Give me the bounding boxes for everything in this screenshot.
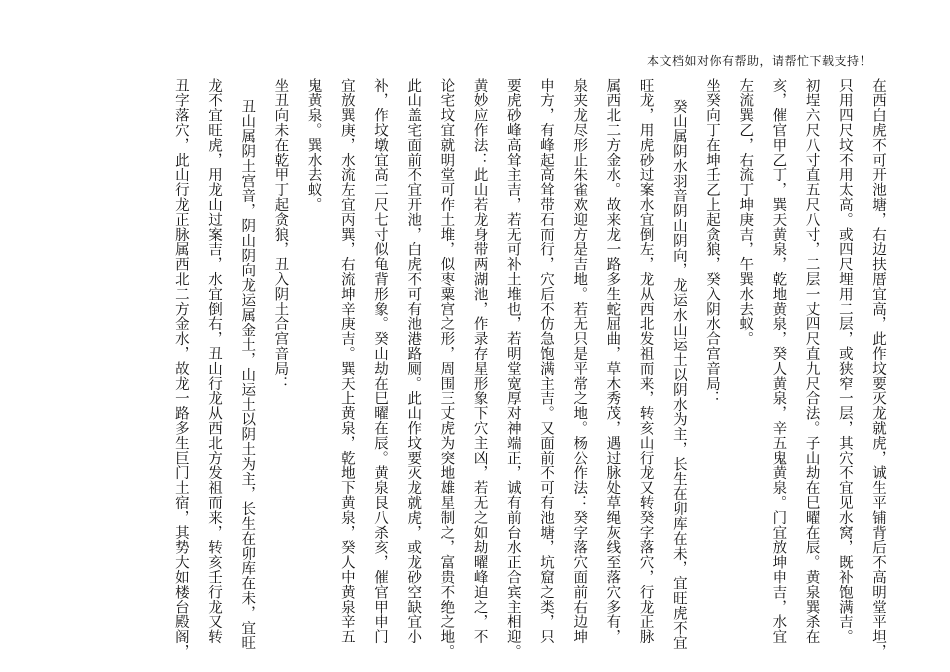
text-column: 坐丑向未在乾甲丁起贪狼，丑入阴土合宫音局：	[272, 78, 289, 391]
text-column: 旺龙，用虎砂过案水宜倒左，龙从西北发祖而来，转亥山行龙又转癸字落穴，行龙正脉	[637, 78, 654, 645]
text-column: 申方，有峰起高耸带石而行，穴后不仿急饱满主吉。又面前不可有池塘，坑窟之类，只	[538, 78, 554, 645]
text-column: 左流巽乙，右流丁坤庚吉，午巽水去蚁。	[737, 78, 754, 347]
text-column: 在西白虎不可开池塘，右边扶厝宜高，此作坟要灭龙就虎，诚生平铺背后不高明堂平坦，	[870, 78, 886, 660]
text-column: 丑字落穴，此山行龙正脉属西北二方金水，故龙一路多生巨门土宿，其势大如楼台殿阁，	[172, 78, 189, 660]
text-column: 泉夹龙尽形止朱雀欢迎方是吉地。若无只是平常之地。杨公作法：癸字落穴面前右边坤	[571, 78, 588, 645]
text-column: 龙不宜旺虎，用龙山过案吉，水宜倒右，丑山行龙从西北方发祖而来，转亥壬行龙又转	[206, 78, 222, 645]
text-column: 补，作坟墩宜高二尺七寸似龟背形象。癸山劫在巳曜在辰。黄泉艮八杀亥，催官甲申门	[372, 78, 388, 645]
text-column: 亥，催官甲乙丁，巽天黄泉，乾地黄泉，癸人黄泉，辛五鬼黄泉。门宜放坤申吉，水宜	[770, 78, 787, 645]
text-column: 要虎砂峰高耸主吉，若无可补土堆也，若明堂宽厚对神端正，诚有前台水正合宾主相迎。	[504, 78, 521, 660]
text-column: 宜放巽庚，水流左宜丙巽，右流坤辛庚吉。巽天上黄泉，乾地下黄泉，癸人中黄泉辛五	[338, 78, 355, 645]
vertical-text-page	[68, 78, 888, 660]
text-column: 初埕六尺八寸直五尺八寸，二层一丈四尺直九尺合法。子山劫在巳曜在辰。黄泉巽杀在	[803, 78, 820, 645]
text-column: 论宅坟宜就明堂可作土堆，似枣粟宫之形，周围三丈虎为突地雄星制之，富贵不绝之地。	[438, 78, 455, 660]
text-column: 坐癸向丁在坤壬乙上起贪狼，癸入阴水合宫音局：	[704, 78, 720, 406]
text-column: 丑山属阴土宫音，阴山阴向龙运属金土，山运土以阴土为主，长生在卯库在未，宜旺	[239, 99, 256, 651]
text-column: 癸山属阴水羽音阴山阴向，龙运水山运土以阴水为主，长生在卯库在未，宜旺虎不宜	[670, 99, 687, 651]
text-column: 鬼黄泉。巽水去蚁。	[305, 78, 322, 213]
text-column: 属西北二方金水。故来龙一路多生蛇屈曲，草木秀茂，遇过脉处草绳灰线至落穴多有，	[604, 78, 621, 645]
page-header-note: 本文档如对你有帮助，请帮忙下载支持！	[646, 54, 872, 68]
text-column: 只用四尺坟不用太高。或四尺埋用二层，或狭窄一层，其穴不宜见水窝，既补饱满吉。	[836, 78, 853, 645]
text-column: 此山盖宅面前不宜开池，白虎不可有池港路厕。此山作坟要灭龙就虎，或龙砂空缺宜小	[405, 78, 422, 645]
text-column: 黄妙应作法：此山若龙身带两湖池，作录存星形象下穴主凶，若无之如劫曜峰迫之，不	[471, 78, 488, 645]
